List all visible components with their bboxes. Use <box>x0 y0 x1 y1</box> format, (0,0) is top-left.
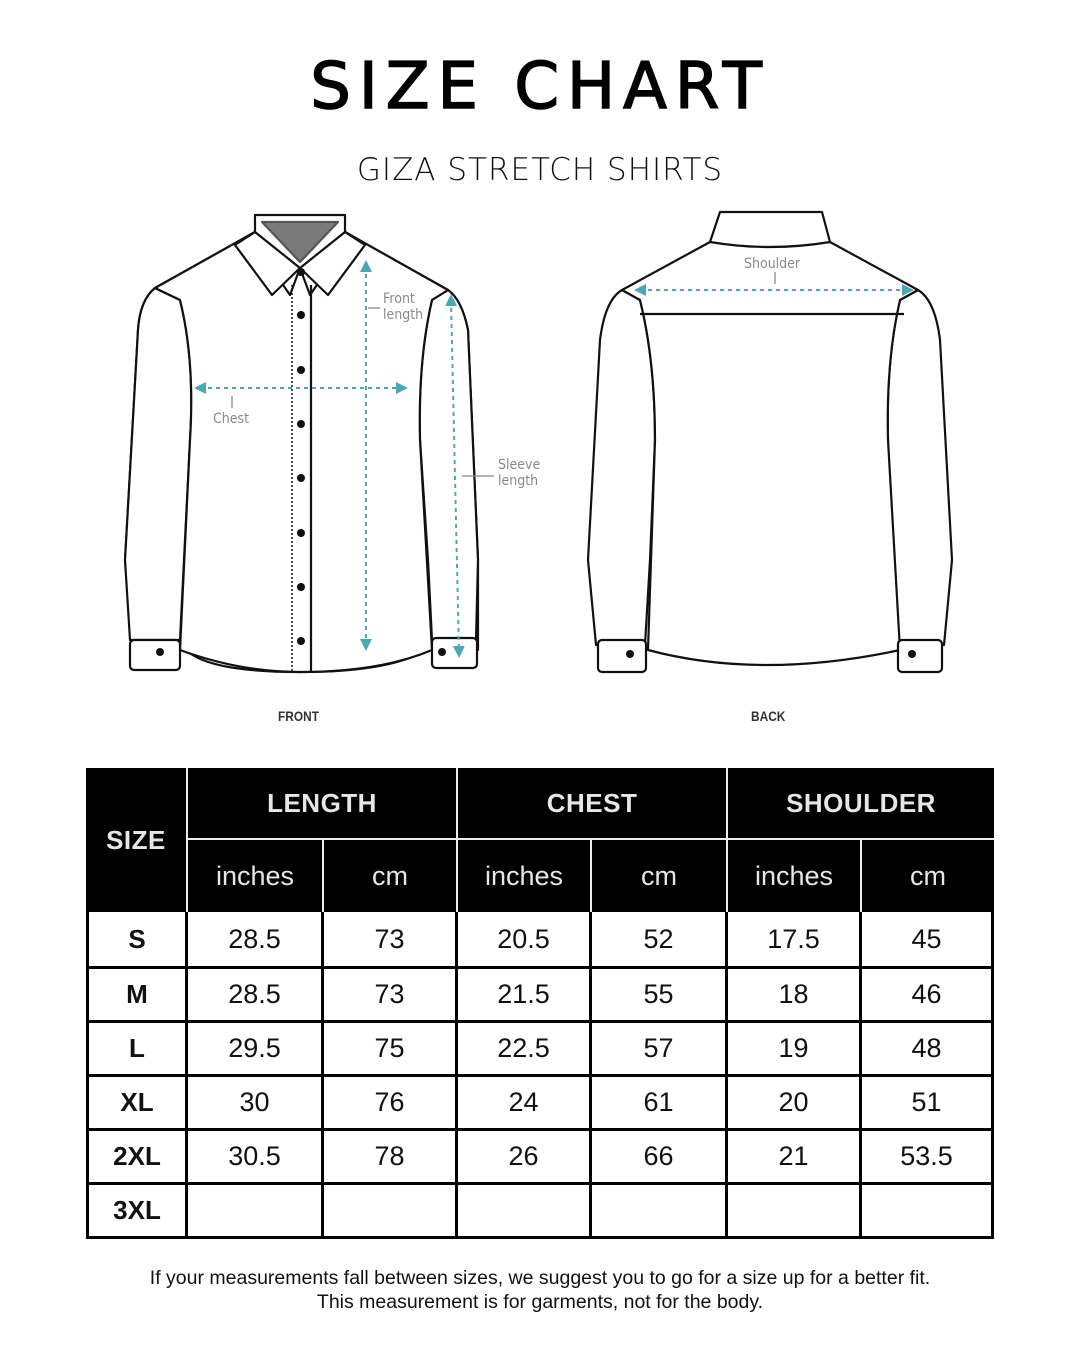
unit-header: inches <box>728 840 862 912</box>
size-cell: 3XL <box>86 1185 188 1239</box>
unit-header: inches <box>188 840 324 912</box>
table-row <box>86 969 994 1023</box>
back-shirt-drawing <box>588 212 952 672</box>
value-cell: 73 <box>324 912 458 969</box>
shirt-illustration <box>100 200 980 740</box>
front-length-label-line2: length <box>383 307 424 323</box>
chest-label: Chest <box>213 411 250 427</box>
page-title: SIZE CHART <box>310 50 770 124</box>
value-cell: 28.5 <box>188 912 324 969</box>
value-cell: 66 <box>592 1131 728 1185</box>
chest-group-header: CHEST <box>458 768 728 840</box>
value-cell: 20 <box>728 1077 862 1131</box>
value-cell: 21.5 <box>458 969 592 1023</box>
unit-header: inches <box>458 840 592 912</box>
value-cell <box>188 1185 324 1239</box>
unit-header: cm <box>862 840 994 912</box>
unit-header: cm <box>592 840 728 912</box>
value-cell: 78 <box>324 1131 458 1185</box>
size-cell: 2XL <box>86 1131 188 1185</box>
sleeve-length-label-line1: Sleeve <box>498 457 541 473</box>
value-cell: 17.5 <box>728 912 862 969</box>
value-cell: 22.5 <box>458 1023 592 1077</box>
back-view-label: BACK <box>751 708 786 724</box>
fit-note-line1: If your measurements fall between sizes, we suggest you to go for a size up for a better fit. <box>149 1267 931 1289</box>
size-cell: XL <box>86 1077 188 1131</box>
value-cell: 26 <box>458 1131 592 1185</box>
shoulder-group-header: SHOULDER <box>728 768 994 840</box>
table-row <box>86 1023 994 1077</box>
front-shirt-drawing <box>125 215 478 672</box>
value-cell <box>592 1185 728 1239</box>
shoulder-label: Shoulder <box>744 256 801 272</box>
value-cell: 61 <box>592 1077 728 1131</box>
value-cell: 29.5 <box>188 1023 324 1077</box>
value-cell: 75 <box>324 1023 458 1077</box>
value-cell: 19 <box>728 1023 862 1077</box>
value-cell: 20.5 <box>458 912 592 969</box>
table-row <box>86 912 994 969</box>
table-row <box>86 1185 994 1239</box>
value-cell <box>458 1185 592 1239</box>
length-group-header: LENGTH <box>188 768 458 840</box>
fit-note <box>0 1266 1080 1314</box>
product-subtitle: GIZA STRETCH SHIRTS <box>356 152 724 188</box>
value-cell: 76 <box>324 1077 458 1131</box>
fit-note-line2: This measurement is for garments, not for the body. <box>316 1291 764 1313</box>
size-cell: L <box>86 1023 188 1077</box>
size-column-header: SIZE <box>86 768 188 912</box>
front-view-label: FRONT <box>278 708 319 724</box>
value-cell: 52 <box>592 912 728 969</box>
value-cell: 55 <box>592 969 728 1023</box>
table-row <box>86 1131 994 1185</box>
value-cell: 57 <box>592 1023 728 1077</box>
sleeve-length-label <box>498 457 540 489</box>
value-cell: 21 <box>728 1131 862 1185</box>
value-cell: 48 <box>862 1023 994 1077</box>
value-cell: 18 <box>728 969 862 1023</box>
table-units-row <box>86 840 994 912</box>
value-cell: 30.5 <box>188 1131 324 1185</box>
table-row <box>86 1077 994 1131</box>
value-cell: 51 <box>862 1077 994 1131</box>
value-cell <box>324 1185 458 1239</box>
sleeve-length-label-line2: length <box>498 473 539 489</box>
value-cell: 45 <box>862 912 994 969</box>
value-cell <box>728 1185 862 1239</box>
size-cell: S <box>86 912 188 969</box>
size-cell: M <box>86 969 188 1023</box>
value-cell <box>862 1185 994 1239</box>
value-cell: 28.5 <box>188 969 324 1023</box>
value-cell: 46 <box>862 969 994 1023</box>
value-cell: 24 <box>458 1077 592 1131</box>
value-cell: 73 <box>324 969 458 1023</box>
table-group-header-row <box>86 768 994 840</box>
front-length-label <box>383 291 423 323</box>
unit-header: cm <box>324 840 458 912</box>
front-length-label-line1: Front <box>383 291 415 307</box>
size-table <box>86 768 994 1239</box>
value-cell: 53.5 <box>862 1131 994 1185</box>
value-cell: 30 <box>188 1077 324 1131</box>
